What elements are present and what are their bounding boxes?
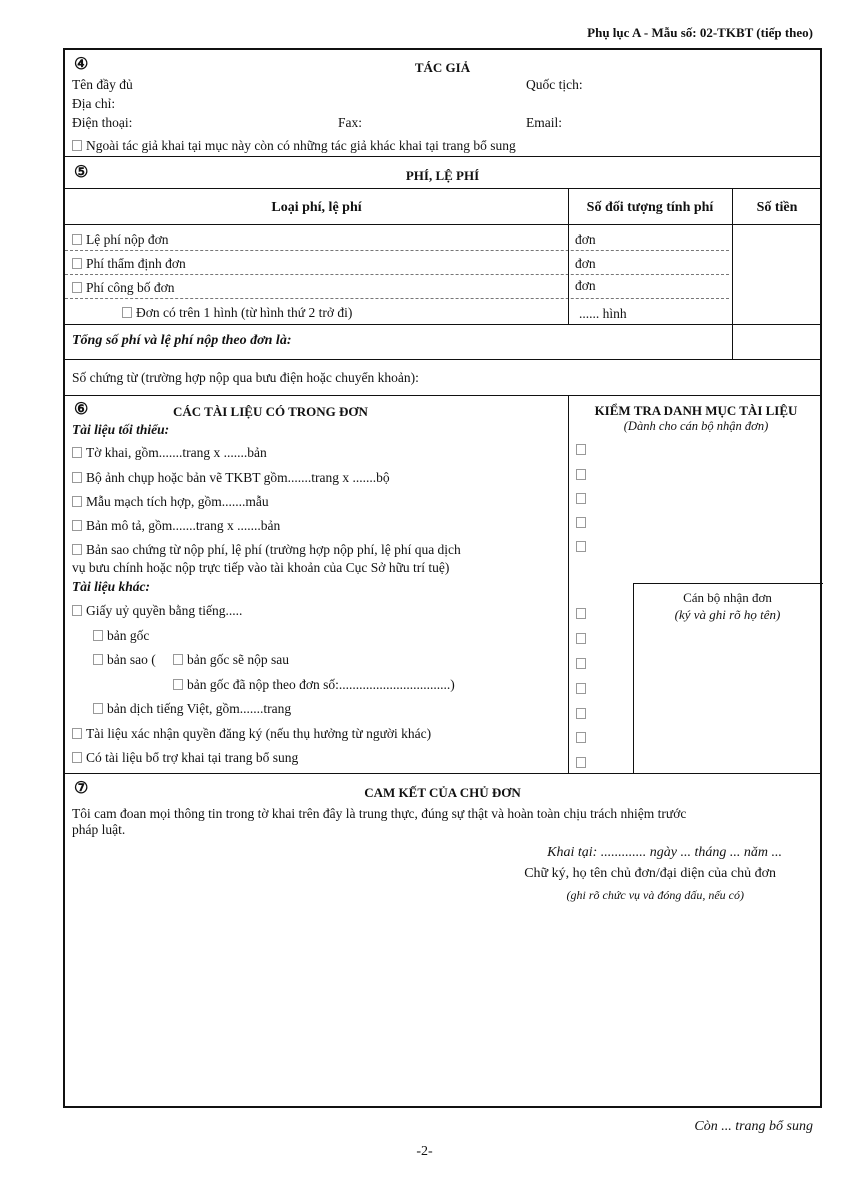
doc-item-translation[interactable] xyxy=(93,701,291,717)
doc-item-label: Bản sao chứng từ nộp phí, lệ phí (trường hợp nộp phí, lệ phí qua dịch xyxy=(86,542,461,557)
divider xyxy=(65,188,820,189)
checkbox[interactable] xyxy=(72,447,82,458)
fee-row-4-count: ...... hình xyxy=(579,306,627,321)
divider xyxy=(65,250,729,251)
doc-item-orig-later[interactable] xyxy=(173,652,289,668)
fee-row-3[interactable] xyxy=(72,280,175,296)
checkbox[interactable] xyxy=(72,605,82,616)
form-frame xyxy=(63,48,822,1108)
doc-item-label: Có tài liệu bổ trợ khai tại trang bổ sung xyxy=(86,750,299,765)
fee-row-label: Lệ phí nộp đơn xyxy=(86,232,169,247)
checkbox[interactable] xyxy=(173,679,183,690)
doc-item-label: bản gốc sẽ nộp sau xyxy=(187,652,289,667)
divider xyxy=(65,274,729,275)
officer-label: Cán bộ nhận đơn xyxy=(683,590,772,605)
author-address-label: Địa chỉ: xyxy=(72,96,116,111)
doc-item-label: bản sao ( xyxy=(107,652,156,667)
checkbox[interactable] xyxy=(72,234,82,245)
other-authors-option[interactable] xyxy=(72,138,516,154)
divider xyxy=(65,324,820,325)
section-6-title: CÁC TÀI LIỆU CÓ TRONG ĐƠN xyxy=(173,404,368,419)
check-box[interactable] xyxy=(576,541,586,552)
checkbox[interactable] xyxy=(93,654,103,665)
doc-item-fee-copy[interactable] xyxy=(72,542,461,558)
check-box[interactable] xyxy=(576,757,586,768)
author-phone-label: Điện thoại: xyxy=(72,115,133,130)
divider xyxy=(65,359,820,360)
section-5-title: PHÍ, LỆ PHÍ xyxy=(405,168,480,183)
checkbox[interactable] xyxy=(122,307,132,318)
fee-row-label: Đơn có trên 1 hình (từ hình thứ 2 trở đi) xyxy=(136,305,353,320)
checkbox[interactable] xyxy=(93,630,103,641)
doc-item-declaration[interactable] xyxy=(72,445,267,461)
fee-row-2-count: đơn xyxy=(575,256,596,271)
divider xyxy=(568,395,569,773)
fee-amount-header: Số tiền xyxy=(756,200,798,215)
continued-pages-note: Còn ... trang bổ sung xyxy=(694,1119,813,1134)
checkbox[interactable] xyxy=(72,282,82,293)
check-box[interactable] xyxy=(576,658,586,669)
divider xyxy=(65,224,820,225)
check-box[interactable] xyxy=(576,517,586,528)
fee-count-header: Số đối tượng tính phí xyxy=(586,200,714,215)
section-7-number: ⑦ xyxy=(74,780,89,797)
doc-item-label: Bản mô tả, gồm.......trang x .......bản xyxy=(86,518,281,533)
check-box[interactable] xyxy=(576,633,586,644)
page-number: -2- xyxy=(416,1144,433,1159)
doc-item-orig-filed[interactable] xyxy=(173,677,455,693)
receipt-number-label: Số chứng từ (trường hợp nộp qua bưu điện hoặc chuyển khoản): xyxy=(72,370,419,385)
fee-row-label: Phí thẩm định đơn xyxy=(86,256,186,271)
fee-type-header: Loại phí, lệ phí xyxy=(271,200,362,215)
checkbox[interactable] xyxy=(72,520,82,531)
doc-check-subtitle: (Dành cho cán bộ nhận đơn) xyxy=(623,419,769,433)
doc-item-label: Tài liệu xác nhận quyền đăng ký (nếu thụ hưởng từ người khác) xyxy=(86,726,432,741)
section-7-title: CAM KẾT CỦA CHỦ ĐƠN xyxy=(364,785,521,800)
section-5-number: ⑤ xyxy=(74,164,89,181)
signature-note: (ghi rõ chức vụ và đóng dấu, nếu có) xyxy=(566,888,744,902)
checkbox[interactable] xyxy=(72,544,82,555)
checkbox[interactable] xyxy=(173,654,183,665)
doc-item-poa[interactable] xyxy=(72,603,242,619)
checkbox[interactable] xyxy=(72,752,82,763)
check-box[interactable] xyxy=(576,732,586,743)
doc-item-transfer[interactable] xyxy=(72,726,431,742)
check-box[interactable] xyxy=(576,444,586,455)
doc-item-description[interactable] xyxy=(72,518,280,534)
section-6-number: ⑥ xyxy=(74,401,89,418)
divider xyxy=(65,298,729,299)
commitment-text-cont: pháp luật. xyxy=(72,822,126,837)
doc-item-label: Mẫu mạch tích hợp, gồm.......mẫu xyxy=(86,494,269,509)
doc-item-copy[interactable] xyxy=(93,652,156,668)
fee-row-1-count: đơn xyxy=(575,232,596,247)
officer-sub-label: (ký và ghi rõ họ tên) xyxy=(674,607,781,622)
doc-item-drawings[interactable] xyxy=(72,470,390,486)
doc-item-fee-copy-cont: vụ bưu chính hoặc nộp trực tiếp vào tài khoản của Cục Sở hữu trí tuệ) xyxy=(72,560,450,575)
checkbox[interactable] xyxy=(72,728,82,739)
divider xyxy=(65,156,820,157)
doc-check-title: KIỂM TRA DANH MỤC TÀI LIỆU xyxy=(594,403,798,418)
divider xyxy=(65,395,820,396)
fee-row-1[interactable] xyxy=(72,232,169,248)
checkbox[interactable] xyxy=(93,703,103,714)
fee-row-label: Phí công bố đơn xyxy=(86,280,175,295)
section-4-title: TÁC GIẢ xyxy=(414,60,471,75)
other-docs-heading: Tài liệu khác: xyxy=(72,579,150,594)
divider xyxy=(568,188,569,324)
author-name-label: Tên đầy đủ xyxy=(72,77,133,92)
fee-total-label: Tổng số phí và lệ phí nộp theo đơn là: xyxy=(72,333,292,348)
place-date-line: Khai tại: ............. ngày ... tháng ... năm ... xyxy=(547,845,782,860)
checkbox[interactable] xyxy=(72,472,82,483)
check-box[interactable] xyxy=(576,608,586,619)
doc-item-sample[interactable] xyxy=(72,494,269,510)
doc-item-label: bản gốc đã nộp theo đơn số:.................................) xyxy=(187,677,455,692)
divider xyxy=(65,773,820,774)
check-box[interactable] xyxy=(576,683,586,694)
doc-item-original[interactable] xyxy=(93,628,149,644)
author-fax-label: Fax: xyxy=(338,115,363,130)
signature-label: Chữ ký, họ tên chủ đơn/đại diện của chủ đơn xyxy=(524,866,776,881)
doc-item-label: Tờ khai, gồm.......trang x .......bản xyxy=(86,445,267,460)
doc-item-supplement[interactable] xyxy=(72,750,298,766)
section-4-number: ④ xyxy=(74,56,89,73)
form-header: Phụ lục A - Mẫu số: 02-TKBT (tiếp theo) xyxy=(587,25,813,40)
check-box[interactable] xyxy=(576,493,586,504)
divider xyxy=(732,188,733,359)
checkbox[interactable] xyxy=(72,258,82,269)
commitment-text: Tôi cam đoan mọi thông tin trong tờ khai trên đây là trung thực, đúng sự thật và hoàn toàn chịu trách nhiệm trước xyxy=(72,806,687,821)
other-authors-label: Ngoài tác giả khai tại mục này còn có những tác giả khác khai tại trang bổ sung xyxy=(86,138,516,153)
min-docs-heading: Tài liệu tối thiểu: xyxy=(72,422,170,437)
check-box[interactable] xyxy=(576,469,586,480)
doc-item-label: bản dịch tiếng Việt, gồm.......trang xyxy=(107,701,292,716)
fee-row-4[interactable] xyxy=(122,305,352,321)
checkbox[interactable] xyxy=(72,140,82,151)
fee-row-3-count: đơn xyxy=(575,278,596,293)
checkbox[interactable] xyxy=(72,496,82,507)
author-email-label: Email: xyxy=(526,115,562,130)
check-box[interactable] xyxy=(576,708,586,719)
doc-item-label: bản gốc xyxy=(107,628,150,643)
fee-row-2[interactable] xyxy=(72,256,186,272)
doc-item-label: Bộ ảnh chụp hoặc bản vẽ TKBT gồm.......trang x .......bộ xyxy=(86,470,390,485)
author-nationality-label: Quốc tịch: xyxy=(526,77,583,92)
doc-item-label: Giấy uỷ quyền bằng tiếng..... xyxy=(86,603,243,618)
